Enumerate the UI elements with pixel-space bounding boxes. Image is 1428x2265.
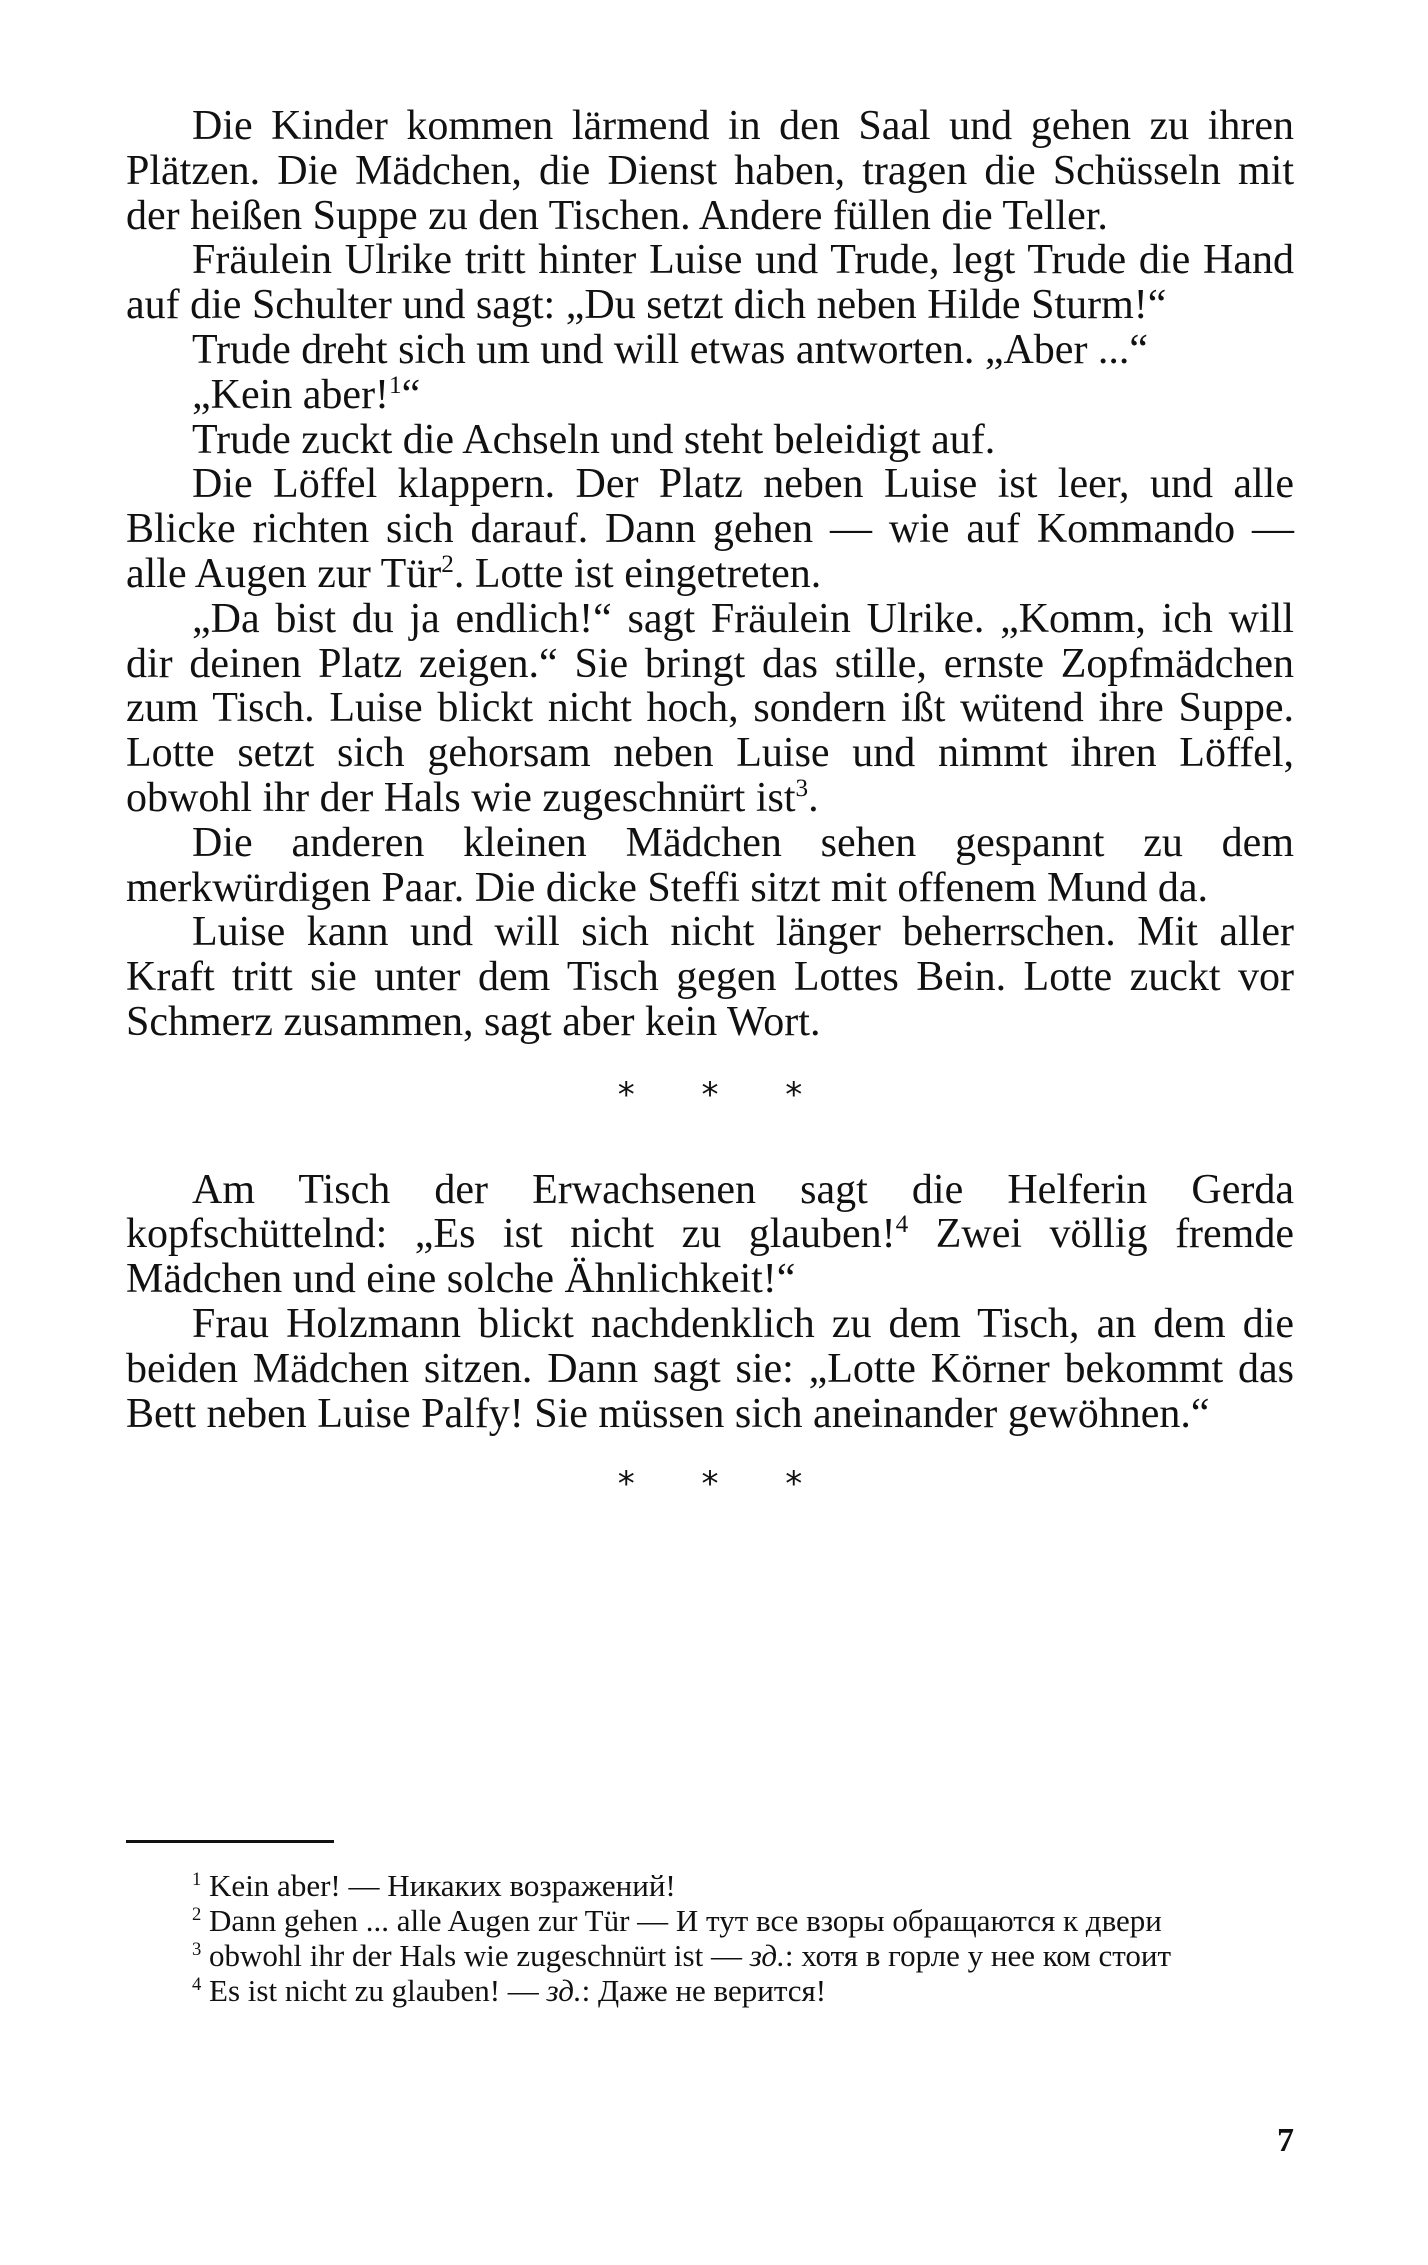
footnote: $^2$ Dann gehen ... alle Augen zur Tür — И тут все взоры обращаются к двери	[192, 1903, 1162, 1938]
paragraph: Trude dreht sich um und will etwas antworten. „Aber ...“	[192, 326, 1149, 373]
footnote-ref: 4	[895, 1211, 909, 1239]
section-separator: * * *	[617, 1074, 831, 1115]
main-text	[126, 104, 1294, 1507]
footnotes	[126, 1868, 1294, 2008]
paragraph: Frau Holzmann blickt nachdenklich zu dem Tisch, an dem die beiden Mädchen sitzen. Dann sagt sie: „Lotte Körner bekommt das Bett neben Luise Palfy! Sie müssen sich aneinander gewöhnen.“	[126, 1300, 1294, 1437]
footnote-ref: 1	[389, 371, 402, 399]
page-number: 7	[1277, 2122, 1294, 2159]
footnote: $^3$ obwohl ihr der Hals wie zugeschnürt ist — зд.: хотя в горле у нее ком стоит	[192, 1938, 1172, 1973]
footnote-ref: 2	[441, 550, 454, 578]
paragraph: Am Tisch der Erwachsenen sagt die Helferin Gerda kopfschüttelnd: „Es ist nicht zu glauben!$^4$ Zwei völlig fremde Mädchen und eine solche Ähnlichkeit!“	[126, 1166, 1294, 1303]
paragraph: „Kein aber!$^1$“	[192, 371, 421, 418]
paragraph: Die anderen kleinen Mädchen sehen gespannt zu dem merkwürdigen Paar. Die dicke Steffi sitzt mit offenem Mund da.	[126, 819, 1294, 911]
footnote: $^4$ Es ist nicht zu glauben! — зд.: Даже не верится!	[192, 1973, 827, 2008]
paragraph: Trude zuckt die Achseln und steht beleidigt auf.	[192, 416, 996, 463]
paragraph: Luise kann und will sich nicht länger beherrschen. Mit aller Kraft tritt sie unter dem Tisch gegen Lottes Bein. Lotte zuckt vor Schmerz zusammen, sagt aber kein Wort.	[126, 909, 1294, 1045]
footnote-divider	[126, 1840, 334, 1843]
paragraph: Die Löffel klappern. Der Platz neben Luise ist leer, und alle Blicke richten sich darauf. Dann gehen — wie auf Kommando — alle Augen zur Tür$^2$. Lotte ist eingetreten.	[126, 461, 1294, 597]
footnote-ref: 3	[795, 774, 809, 802]
section-separator: * * *	[617, 1464, 831, 1505]
paragraph: Die Kinder kommen lärmend in den Saal und gehen zu ihren Plätzen. Die Mädchen, die Dienst haben, tragen die Schüsseln mit der heißen Suppe zu den Tischen. Andere füllen die Teller.	[126, 103, 1294, 239]
paragraph: „Da bist du ja endlich!“ sagt Fräulein Ulrike. „Komm, ich will dir deinen Platz zeigen.“ Sie bringt das stille, ernste Zopfmädchen zum Tisch. Luise blickt nicht hoch, sondern ißt wütend ihre Suppe. Lotte setzt sich gehorsam neben Luise und nimmt ihren Löffel, obwohl ihr der Hals wie zugeschnürt ist$^3$.	[126, 595, 1294, 821]
paragraph: Fräulein Ulrike tritt hinter Luise und Trude, legt Trude die Hand auf die Schulter und sagt: „Du setzt dich neben Hilde Sturm!“	[126, 237, 1294, 329]
footnote: $^1$ Kein aber! — Никаких возражений!	[192, 1868, 676, 1903]
